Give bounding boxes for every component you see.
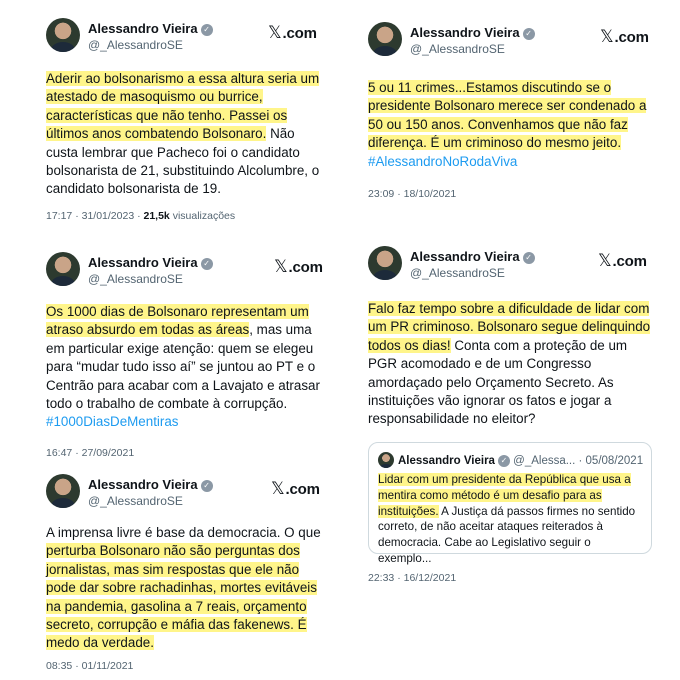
author-name[interactable]: Alessandro Vieira ✓: [410, 25, 535, 40]
highlighted-text: Aderir ao bolsonarismo a essa altura seria um atestado de masoquismo ou burrice, características que não tenho. Passei os últimos anos combatendo Bolsonaro.: [46, 71, 320, 142]
x-logo: 𝕏.com: [268, 23, 317, 42]
tweet-header: [46, 474, 326, 514]
x-logo: 𝕏.com: [274, 257, 323, 276]
tweet-timestamp[interactable]: 23:09 · 18/10/2021: [368, 188, 457, 200]
author-handle[interactable]: @_AlessandroSE: [88, 272, 183, 286]
author-name[interactable]: Alessandro Vieira ✓: [410, 249, 535, 264]
author-handle[interactable]: @_AlessandroSE: [410, 266, 505, 280]
views-count: 21,5k: [143, 210, 170, 222]
x-logo: 𝕏.com: [600, 27, 649, 46]
tweet-header: [46, 18, 326, 58]
verified-badge-icon: ✓: [498, 455, 510, 467]
author-handle[interactable]: @_AlessandroSE: [88, 38, 183, 52]
x-logo-icon: 𝕏: [600, 27, 614, 46]
highlighted-text: 5 ou 11 crimes...Estamos discutindo se o presidente Bolsonaro merece ser condenado a 50 ou 150 anos. Convenhamos que não faz diferença. É um criminoso do mesmo jeito.: [368, 80, 647, 151]
quoted-tweet-header: [378, 452, 643, 468]
quoted-handle-date: @_Alessa... · 05/08/2021: [509, 455, 644, 467]
quoted-author-name: Alessandro Vieira: [398, 455, 495, 467]
tweet-text-plain: Não custa lembrar que Pacheco foi o candidato bolsonarista de 21, substituindo Alcolumbre, o candidato bolsonarista de 19.: [46, 126, 320, 197]
x-logo-icon: 𝕏: [268, 23, 282, 42]
highlighted-text: Os 1000 dias de Bolsonaro representam um atraso absurdo em todas as áreas: [46, 304, 309, 338]
avatar[interactable]: [368, 22, 402, 56]
author-name[interactable]: Alessandro Vieira ✓: [88, 477, 213, 492]
x-logo-icon: 𝕏: [598, 251, 612, 270]
tweet-text: [368, 79, 658, 171]
highlighted-text: Falo faz tempo sobre a dificuldade de lidar com um PR criminoso. Bolsonaro segue delinquindo todos os dias!: [368, 301, 651, 353]
hashtag-link[interactable]: #AlessandroNoRodaViva: [368, 153, 518, 169]
x-logo-icon: 𝕏: [274, 257, 288, 276]
avatar[interactable]: [368, 246, 402, 280]
x-logo: 𝕏.com: [271, 479, 320, 498]
hashtag-link[interactable]: #1000DiasDeMentiras: [46, 414, 179, 430]
tweet-header: [368, 246, 652, 286]
views-label: visualizações: [169, 210, 236, 222]
avatar: [378, 452, 394, 468]
tweet-timestamp[interactable]: 17:17 · 31/01/2023 · 21,5k visualizações: [46, 210, 236, 222]
author-name[interactable]: Alessandro Vieira ✓: [88, 255, 213, 270]
quoted-tweet[interactable]: [368, 442, 652, 565]
tweet-text: [46, 70, 328, 199]
highlighted-text: perturba Bolsonaro não são perguntas dos jornalistas, mas sim respostas que ele não pode dar sobre rachadinhas, mortes evitáveis na pandemia, gasolina a 7 reais, orçamento secreto, corrupção e máfia das fakenews. É medo da verdade.: [46, 543, 317, 651]
avatar[interactable]: [46, 474, 80, 508]
tweet-timestamp[interactable]: 08:35 · 01/11/2021: [46, 660, 134, 672]
tweet-timestamp[interactable]: 22:33 · 16/12/2021: [368, 572, 457, 584]
x-logo-icon: 𝕏: [271, 479, 285, 498]
x-logo: 𝕏.com: [598, 251, 647, 270]
tweet-text: A imprensa livre é base da democracia. O que perturba Bolsonaro não são perguntas dos jornalistas, mas sim respostas que ele não pode dar sobre rachadinhas, mortes evitáveis na pandemia, gasolina a 7 reais, orçamento secreto, corrupção e máfia das fakenews. É medo da verdade.: [46, 525, 321, 651]
verified-badge-icon: ✓: [201, 480, 213, 492]
verified-badge-icon: ✓: [201, 258, 213, 270]
verified-badge-icon: ✓: [523, 28, 535, 40]
verified-badge-icon: ✓: [201, 24, 213, 36]
tweet-header: [46, 252, 326, 292]
author-handle[interactable]: @_AlessandroSE: [88, 494, 183, 508]
tweet-timestamp[interactable]: 16:47 · 27/09/2021: [46, 447, 135, 459]
highlighted-text: Lidar com um presidente da República que usa a mentira como método é um desafio para as instituições.: [378, 473, 631, 518]
tweet-text: Os 1000 dias de Bolsonaro representam um atraso absurdo em todas as áreas, mas uma em particular exige atenção: quem se elegeu para “mudar tudo isso aí” se juntou ao PT e o Centrão para acabar com a Lavajato e atrasar todo o trabalho de combate à corrupção. #1000DiasDeMentiras: [46, 304, 320, 430]
avatar[interactable]: [46, 252, 80, 286]
quoted-tweet-text: Lidar com um presidente da República que usa a mentira como método é um desafio para as instituições. A Justiça dá passos firmes no sentido correto, de não aceitar ataques reiterados à democracia. Cabe ao Legislativo seguir o exemplo...: [378, 473, 636, 565]
author-handle[interactable]: @_AlessandroSE: [410, 42, 505, 56]
author-name[interactable]: Alessandro Vieira ✓: [88, 21, 213, 36]
tweet-header: [368, 22, 652, 62]
tweet-text: Falo faz tempo sobre a dificuldade de lidar com um PR criminoso. Bolsonaro segue delinquindo todos os dias! Conta com a proteção de um PGR acomodado e de um Congresso amordaçado pelo Orçamento Secreto. As instituições vão ignorar os fatos e jogar a responsabilidade no eleitor?: [368, 301, 651, 427]
avatar[interactable]: [46, 18, 80, 52]
verified-badge-icon: ✓: [523, 252, 535, 264]
